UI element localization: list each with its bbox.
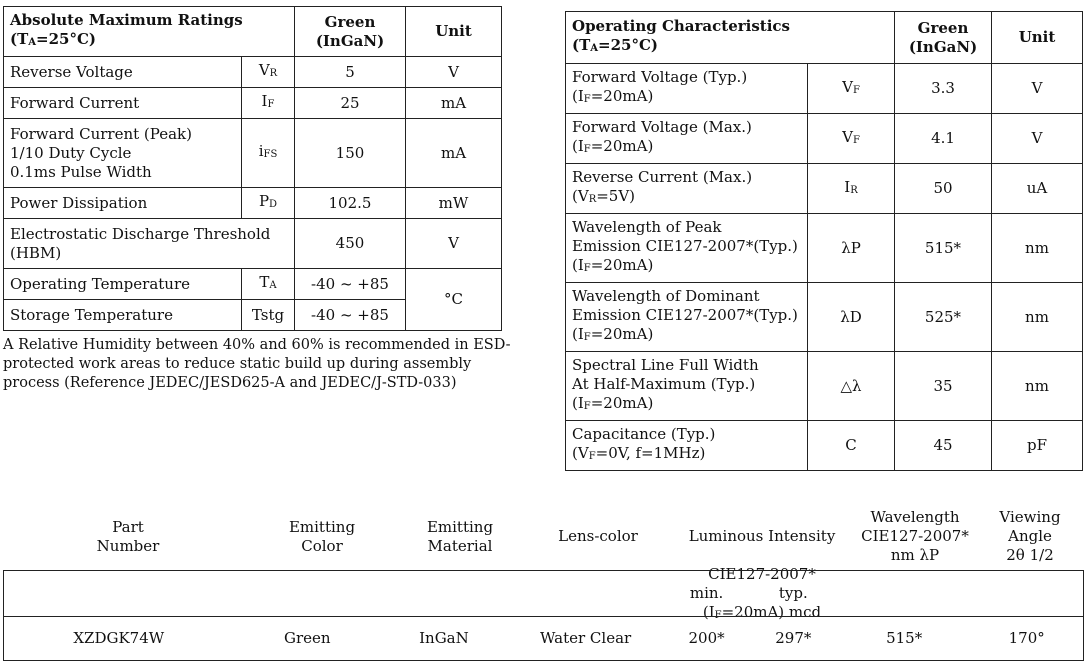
table-row: [4, 219, 502, 269]
op-unit: V: [992, 114, 1083, 164]
op-value: 50: [895, 164, 992, 214]
param-symbol: VR: [242, 57, 295, 88]
op-title-cell: [566, 12, 895, 64]
param-name: Reverse Voltage: [4, 57, 242, 88]
op-symbol: △λ: [808, 352, 895, 421]
op-param: Reverse Current (Max.) (VR=5V): [566, 164, 808, 214]
cell-lum-min: 200*: [664, 617, 748, 661]
op-param: Forward Voltage (Typ.) (IF=20mA): [566, 64, 808, 114]
amr-condition: (TA=25°C): [10, 30, 97, 48]
op-symbol: VF: [808, 114, 895, 164]
op-value: 3.3: [895, 64, 992, 114]
table-row: [566, 352, 1083, 421]
product-table: [3, 570, 1084, 661]
param-name: Storage Temperature: [4, 300, 242, 331]
cell-wavelength: 515*: [838, 617, 970, 661]
op-param: Forward Voltage (Max.) (IF=20mA): [566, 114, 808, 164]
header-emitting-color: Emitting Color: [288, 518, 356, 555]
table-row: [566, 64, 1083, 114]
param-symbol: iFS: [242, 119, 295, 188]
op-value: 525*: [895, 283, 992, 352]
param-value: -40 ~ +85: [295, 269, 406, 300]
param-value: -40 ~ +85: [295, 300, 406, 331]
table-row: [4, 57, 502, 88]
param-value: 450: [295, 219, 406, 269]
table-row: [566, 283, 1083, 352]
op-value: 515*: [895, 214, 992, 283]
param-value: 150: [295, 119, 406, 188]
cell-viewing-angle: 170°: [970, 617, 1083, 661]
op-value: 4.1: [895, 114, 992, 164]
param-unit: mA: [406, 88, 502, 119]
header-lens-color: Lens-color: [558, 527, 638, 545]
op-unit: pF: [992, 421, 1083, 471]
op-unit: uA: [992, 164, 1083, 214]
cell-material: InGaN: [381, 617, 507, 661]
header-part-number: Part Number: [96, 518, 160, 555]
table-row: [4, 119, 502, 188]
cell-part-number: XZDGK74W: [4, 617, 234, 661]
param-symbol: TA: [242, 269, 295, 300]
op-unit: V: [992, 64, 1083, 114]
param-name: Power Dissipation: [4, 188, 242, 219]
sub-min: min.: [664, 571, 748, 617]
op-col-green: Green (InGaN): [895, 12, 992, 64]
param-unit: mA: [406, 119, 502, 188]
header-viewing-angle: Viewing Angle 2θ 1/2: [999, 508, 1061, 564]
op-unit: nm: [992, 214, 1083, 283]
table-row: [4, 269, 502, 300]
cell-color: Green: [234, 617, 382, 661]
param-symbol: IF: [242, 88, 295, 119]
param-value: 102.5: [295, 188, 406, 219]
header-emitting-material: Emitting Material: [426, 518, 494, 555]
op-symbol: λP: [808, 214, 895, 283]
esd-note: A Relative Humidity between 40% and 60% is recommended in ESD-protected work areas to reduce static build up during assembly process (Reference JEDEC/JESD625-A and JEDEC/J-STD-033): [3, 337, 511, 391]
temp-unit: °C: [406, 269, 502, 331]
table-row: [566, 214, 1083, 283]
op-title: Operating Characteristics: [572, 17, 791, 35]
table-row: [566, 114, 1083, 164]
op-unit: nm: [992, 352, 1083, 421]
param-symbol: Tstg: [242, 300, 295, 331]
table-row: [566, 421, 1083, 471]
param-value: 25: [295, 88, 406, 119]
operating-characteristics-table: [565, 11, 1083, 471]
op-symbol: VF: [808, 64, 895, 114]
op-symbol: C: [808, 421, 895, 471]
op-condition: (TA=25°C): [572, 36, 659, 54]
op-value: 45: [895, 421, 992, 471]
param-symbol: PD: [242, 188, 295, 219]
table-row: [4, 88, 502, 119]
table-row: [4, 571, 1084, 617]
op-param: Spectral Line Full Width At Half-Maximum (Typ.) (IF=20mA): [566, 352, 808, 421]
param-name: Operating Temperature: [4, 269, 242, 300]
param-name: Forward Current: [4, 88, 242, 119]
param-unit: mW: [406, 188, 502, 219]
param-name: Forward Current (Peak) 1/10 Duty Cycle 0.1ms Pulse Width: [4, 119, 242, 188]
header-luminous-intensity: Luminous Intensity CIE127-2007* (IF=20mA) mcd: [688, 527, 836, 621]
header-wavelength: Wavelength CIE127-2007* nm λP: [861, 508, 969, 564]
amr-title-cell: [4, 7, 295, 57]
param-unit: V: [406, 57, 502, 88]
sub-typ: typ.: [749, 571, 838, 617]
amr-title: Absolute Maximum Ratings: [10, 11, 243, 29]
op-unit: nm: [992, 283, 1083, 352]
cell-lens: Water Clear: [507, 617, 665, 661]
op-param: Wavelength of Peak Emission CIE127-2007*(Typ.) (IF=20mA): [566, 214, 808, 283]
op-param: Capacitance (Typ.) (VF=0V, f=1MHz): [566, 421, 808, 471]
table-row: [4, 188, 502, 219]
op-value: 35: [895, 352, 992, 421]
param-value: 5: [295, 57, 406, 88]
table-row: [566, 164, 1083, 214]
op-param: Wavelength of Dominant Emission CIE127-2007*(Typ.) (IF=20mA): [566, 283, 808, 352]
param-name: Electrostatic Discharge Threshold (HBM): [4, 219, 295, 269]
param-unit: V: [406, 219, 502, 269]
cell-lum-typ: 297*: [749, 617, 838, 661]
amr-col-unit: Unit: [406, 7, 502, 57]
op-col-unit: Unit: [992, 12, 1083, 64]
table-row: [4, 617, 1084, 661]
op-symbol: IR: [808, 164, 895, 214]
op-symbol: λD: [808, 283, 895, 352]
absolute-max-ratings-table: [3, 6, 502, 331]
amr-col-green: Green (InGaN): [295, 7, 406, 57]
